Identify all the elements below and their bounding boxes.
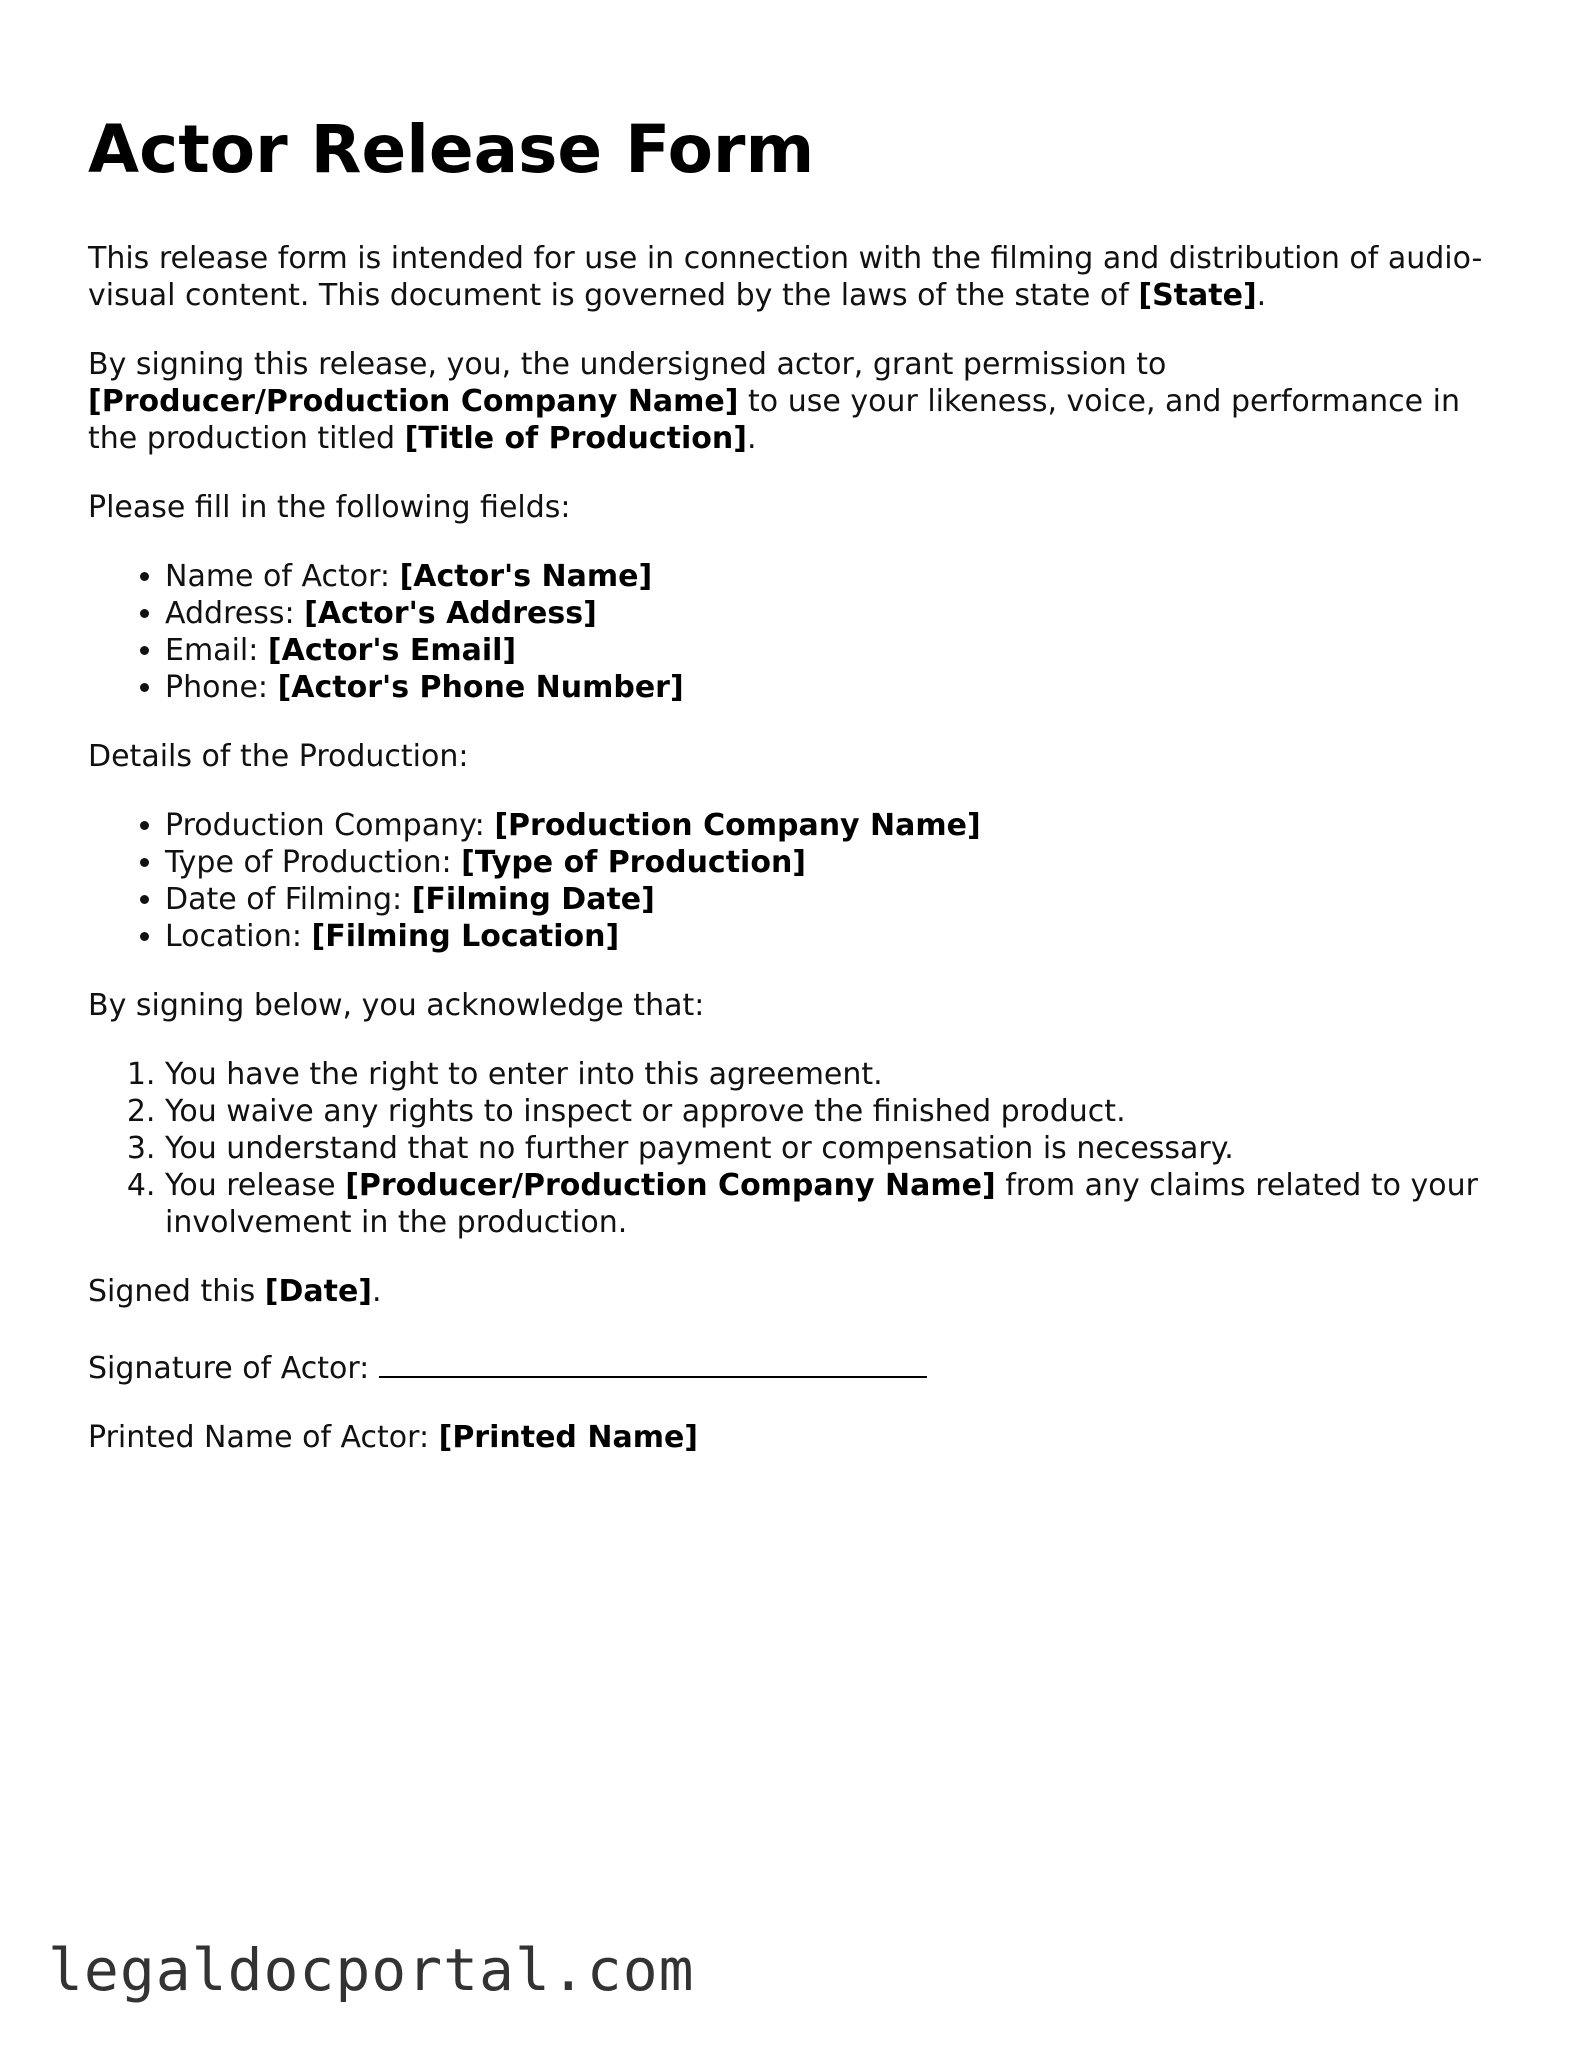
fields-intro: Please fill in the following fields: — [88, 490, 571, 525]
list-item — [165, 632, 1488, 669]
printed-name-line — [88, 1419, 1488, 1456]
list-item: 1. You have the right to enter into this agreement. — [165, 1056, 1488, 1093]
list-item — [165, 595, 1488, 632]
producer-placeholder: [Producer/Production Company Name] — [345, 1168, 996, 1203]
field-label: Address: — [165, 596, 305, 631]
ack-text-pre: You release — [165, 1168, 346, 1203]
field-value: [Actor's Name] — [399, 559, 653, 594]
list-item — [165, 1167, 1488, 1241]
list-item — [165, 807, 1488, 844]
watermark: legaldocportal.com — [48, 1936, 695, 2004]
list-item: 3. You understand that no further payment or compensation is necessary. — [165, 1130, 1488, 1167]
page-title: Actor Release Form — [88, 111, 815, 188]
field-label: Name of Actor: — [165, 559, 400, 594]
grant-end: . — [746, 421, 757, 456]
field-value: [Production Company Name] — [494, 808, 981, 843]
producer-placeholder: [Producer/Production Company Name] — [88, 384, 739, 419]
field-value: [Actor's Address] — [304, 596, 597, 631]
production-fields-list — [88, 807, 1488, 955]
field-value: [Actor's Phone Number] — [277, 670, 684, 705]
list-item — [165, 844, 1488, 881]
list-item — [165, 669, 1488, 706]
intro-text: This release form is intended for use in connection with the filming and distribution of audio-visual content. This document is governed by the laws of the state of — [88, 241, 1483, 313]
state-placeholder: [State] — [1138, 278, 1257, 313]
grant-text-1: By signing this release, you, the undersigned actor, grant permission to — [88, 347, 1167, 382]
signed-text: Signed this — [88, 1274, 265, 1309]
field-label: Location: — [165, 919, 312, 954]
field-label: Phone: — [165, 670, 278, 705]
field-label: Type of Production: — [165, 845, 462, 880]
production-intro: Details of the Production: — [88, 739, 469, 774]
signature-line — [88, 1342, 1488, 1387]
date-placeholder: [Date] — [264, 1274, 373, 1309]
acknowledge-intro: By signing below, you acknowledge that: — [88, 988, 705, 1023]
printed-name-label: Printed Name of Actor: — [88, 1420, 439, 1455]
list-item — [165, 881, 1488, 918]
signed-date-line — [88, 1273, 1488, 1310]
acknowledgements-list — [88, 1056, 1488, 1241]
intro-end: . — [1256, 278, 1267, 313]
field-label: Production Company: — [165, 808, 495, 843]
signature-field[interactable] — [379, 1342, 927, 1378]
field-value: [Filming Date] — [411, 882, 655, 917]
field-value: [Filming Location] — [311, 919, 620, 954]
list-item — [165, 918, 1488, 955]
signature-label: Signature of Actor: — [88, 1351, 379, 1386]
document-page — [88, 108, 1488, 1488]
field-value: [Type of Production] — [461, 845, 807, 880]
ack-text-post: from any claims related to your involvement in the production. — [165, 1168, 1478, 1240]
grant-text-2: to use your likeness, voice, and performance in the production titled — [88, 384, 1461, 456]
list-item — [165, 558, 1488, 595]
printed-name-placeholder: [Printed Name] — [438, 1420, 699, 1455]
actor-fields-list — [88, 558, 1488, 706]
field-value: [Actor's Email] — [267, 633, 517, 668]
field-label: Email: — [165, 633, 268, 668]
intro-paragraph — [88, 240, 1488, 314]
grant-paragraph — [88, 346, 1488, 457]
field-label: Date of Filming: — [165, 882, 412, 917]
production-title-placeholder: [Title of Production] — [404, 421, 747, 456]
list-item: 2. You waive any rights to inspect or approve the finished product. — [165, 1093, 1488, 1130]
signed-end: . — [372, 1274, 382, 1309]
